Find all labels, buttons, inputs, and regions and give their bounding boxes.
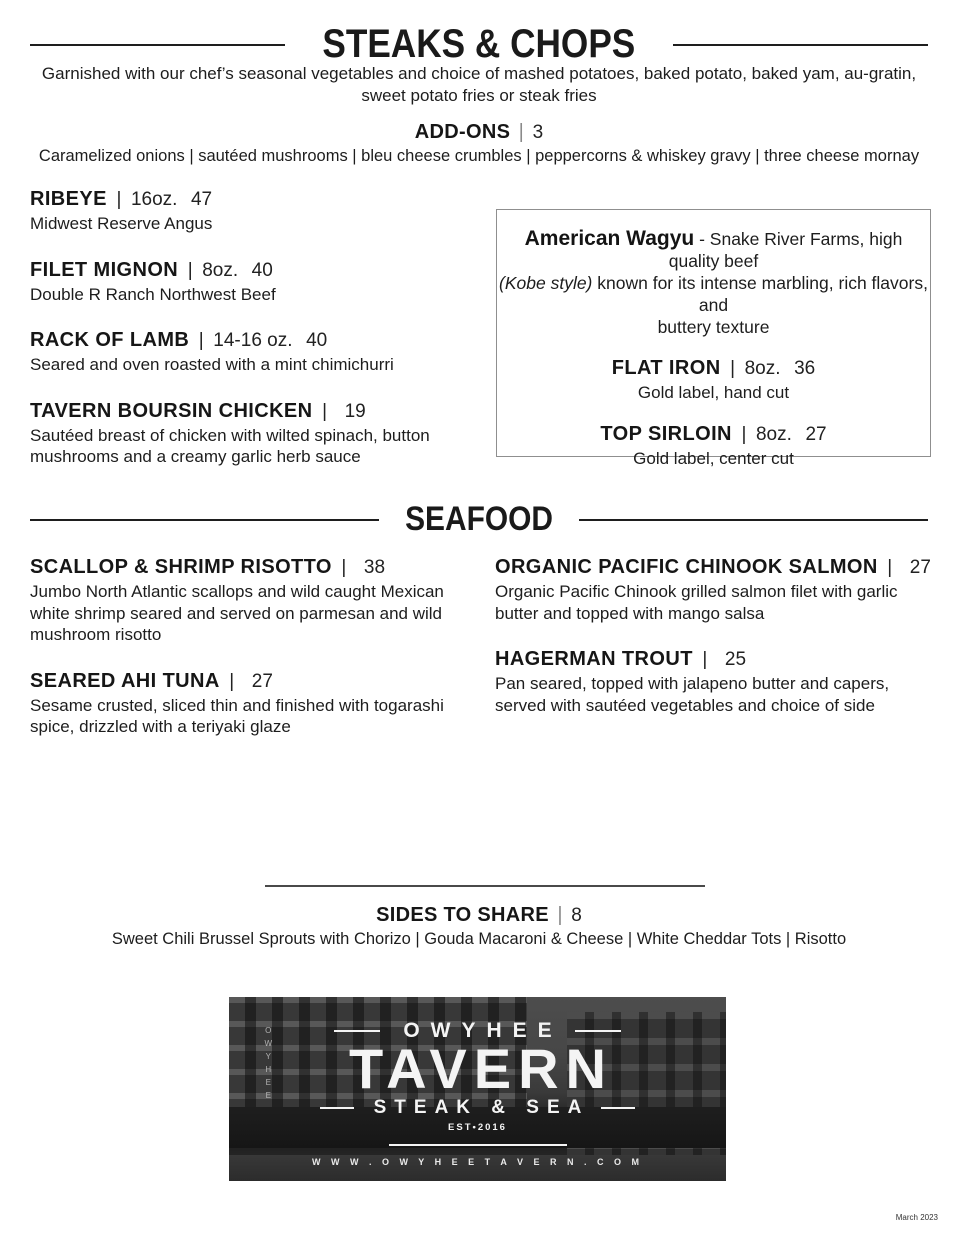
separator: | — [341, 557, 347, 578]
logo-dash-right — [575, 1030, 621, 1032]
logo-dash-left — [320, 1107, 354, 1109]
item-name: TOP SIRLOIN — [600, 422, 732, 445]
addons-list: Caramelized onions | sautéed mushrooms | bleu cheese crumbles | peppercorns & whiskey gravy | three cheese mornay — [38, 147, 920, 165]
wagyu-kobe-style: (Kobe style) — [499, 273, 593, 293]
menu-item-scallop-shrimp-risotto — [30, 554, 480, 646]
logo-dash-left — [334, 1030, 380, 1032]
separator: | — [198, 330, 204, 351]
addons-label: ADD-ONS — [414, 121, 511, 143]
wagyu-line1-rest: - Snake River Farms, high quality beef — [668, 229, 903, 271]
sides-heading — [0, 904, 958, 927]
menu-item-ribeye — [30, 186, 480, 235]
item-description: Pan seared, topped with jalapeno butter and capers, served with sautéed vegetables and choice of side — [495, 674, 890, 715]
item-size: 14-16 oz. — [213, 330, 293, 351]
addons-price: 3 — [532, 122, 544, 143]
logo-website-url: W W W . O W Y H E E T A V E R N . C O M — [311, 1157, 643, 1167]
seafood-section-title: SEAFOOD — [405, 500, 553, 538]
item-description: Gold label, hand cut — [637, 383, 790, 402]
logo-text-block — [229, 997, 726, 1181]
logo-est-text: EST•2016 — [448, 1122, 507, 1133]
header-rule-left — [30, 44, 285, 46]
item-description: Midwest Reserve Angus — [30, 214, 213, 233]
item-description: Seared and oven roasted with a mint chimichurri — [30, 355, 394, 374]
logo-tavern-text: TAVERN — [349, 1037, 613, 1100]
menu-item-flat-iron — [497, 355, 930, 404]
item-price: 27 — [251, 670, 273, 692]
addons-heading — [0, 121, 958, 144]
separator: | — [702, 649, 708, 670]
wagyu-line2-rest: known for its intense marbling, rich flavors, and — [597, 273, 928, 315]
item-price: 27 — [805, 423, 827, 445]
separator: | — [741, 423, 747, 445]
item-size: 16oz. — [130, 189, 178, 210]
item-price: 47 — [190, 189, 213, 210]
separator: | — [557, 904, 563, 926]
header-rule-right — [673, 44, 928, 46]
american-wagyu-box — [496, 209, 931, 468]
item-description: Jumbo North Atlantic scallops and wild caught Mexican white shrimp seared and served on parmesan and wild mushroom risotto — [30, 582, 444, 644]
menu-item-filet-mignon — [30, 257, 480, 306]
wagyu-line3: buttery texture — [657, 317, 770, 337]
item-name: RACK OF LAMB — [30, 329, 190, 351]
item-price: 36 — [794, 358, 816, 379]
item-size: 8oz. — [744, 358, 781, 379]
steaks-subtitle-line1: Garnished with our chef’s seasonal vegetables and choice of mashed potatoes, baked potato, baked yam, au-gratin, — [41, 64, 917, 83]
menu-item-top-sirloin — [497, 421, 930, 470]
wagyu-heading: American Wagyu — [524, 227, 695, 250]
seafood-section-header — [30, 500, 928, 539]
item-price: 40 — [251, 259, 273, 281]
seafood-right-column — [495, 554, 937, 738]
separator: | — [187, 259, 193, 281]
separator: | — [887, 557, 893, 578]
owyhee-tavern-logo-banner — [229, 997, 726, 1181]
item-description: Gold label, center cut — [633, 448, 794, 468]
separator: | — [730, 358, 736, 379]
building-vertical-sign: OWYHEE — [263, 1026, 273, 1105]
steaks-subtitle-line2: sweet potato fries or steak fries — [361, 86, 597, 105]
item-name: ORGANIC PACIFIC CHINOOK SALMON — [495, 556, 878, 578]
separator: | — [322, 400, 328, 422]
item-description: Double R Ranch Northwest Beef — [30, 284, 276, 304]
menu-date-note: March 2023 — [895, 1213, 938, 1222]
item-size: 8oz. — [755, 423, 792, 445]
steaks-section-header — [30, 22, 928, 67]
item-description: Organic Pacific Chinook grilled salmon filet with garlic butter and topped with mango salsa — [495, 582, 898, 623]
seafood-left-column — [30, 554, 480, 760]
menu-item-hagerman-trout — [495, 646, 937, 716]
separator: | — [518, 121, 525, 143]
item-name: FLAT IRON — [611, 357, 721, 379]
logo-owyhee-text: OWYHEE — [403, 1019, 563, 1042]
separator: | — [116, 189, 122, 210]
separator: | — [229, 670, 235, 692]
sides-title: SIDES TO SHARE — [376, 904, 549, 926]
item-price: 25 — [724, 649, 747, 670]
item-name: RIBEYE — [30, 188, 107, 210]
item-name: SCALLOP & SHRIMP RISOTTO — [30, 556, 332, 578]
header-rule-right — [579, 519, 928, 521]
item-description: Sautéed breast of chicken with wilted spinach, button mushrooms and a creamy garlic herb sauce — [30, 425, 430, 466]
menu-item-tavern-boursin-chicken — [30, 398, 480, 468]
sides-list: Sweet Chili Brussel Sprouts with Chorizo | Gouda Macaroni & Cheese | White Cheddar Tots | Risotto — [111, 930, 847, 948]
menu-item-rack-of-lamb — [30, 327, 480, 376]
menu-item-chinook-salmon — [495, 554, 937, 624]
sides-price: 8 — [571, 905, 582, 926]
steaks-section-title: STEAKS & CHOPS — [322, 22, 636, 66]
steaks-subtitle — [0, 63, 958, 107]
item-name: TAVERN BOURSIN CHICKEN — [30, 399, 313, 422]
item-name: FILET MIGNON — [30, 258, 179, 281]
item-price: 19 — [344, 400, 366, 422]
item-description: Sesame crusted, sliced thin and finished with togarashi spice, drizzled with a teriyaki glaze — [30, 695, 444, 736]
steaks-item-column — [30, 186, 480, 490]
item-price: 38 — [363, 557, 386, 578]
item-name: SEARED AHI TUNA — [30, 669, 220, 692]
logo-dash-right — [601, 1107, 635, 1109]
header-rule-left — [30, 519, 379, 521]
logo-rule — [389, 1144, 567, 1146]
sides-divider-rule — [265, 885, 705, 887]
item-price: 40 — [306, 330, 328, 351]
logo-steak-and-sea-text: STEAK & SEA — [373, 1097, 590, 1118]
item-size: 8oz. — [202, 259, 239, 281]
menu-item-seared-ahi-tuna — [30, 668, 480, 738]
item-name: HAGERMAN TROUT — [495, 648, 693, 670]
item-price: 27 — [909, 557, 931, 578]
